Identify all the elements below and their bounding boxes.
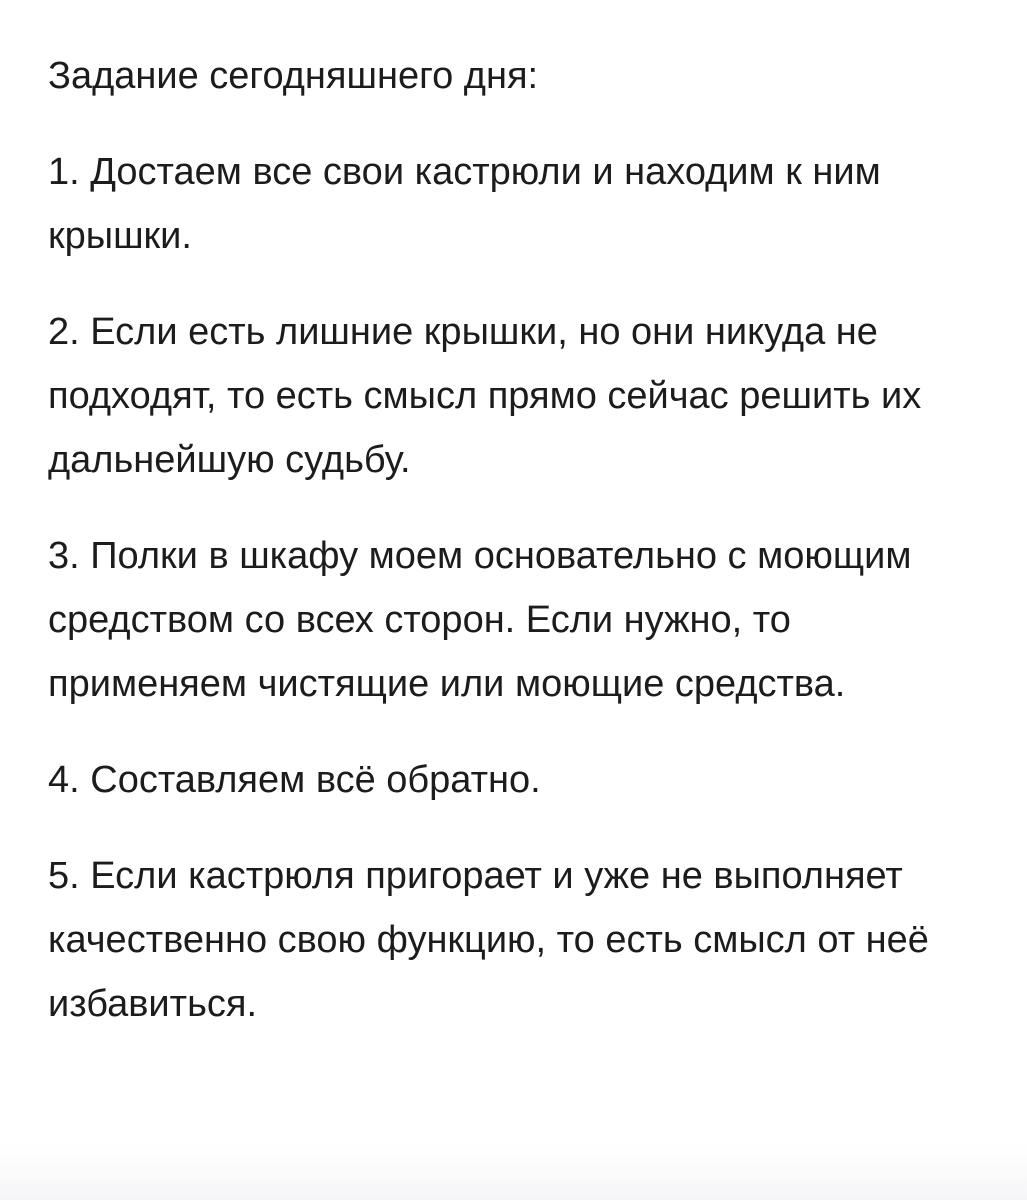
bottom-fade <box>0 1140 1027 1200</box>
task-item-4: 4. Составляем всё обратно. <box>48 759 541 801</box>
task-item-1: 1. Достаем все свои кастрюли и находим к ним крышки. <box>48 151 881 257</box>
task-document <box>48 44 998 1068</box>
task-heading: Задание сегодняшнего дня: <box>48 55 539 97</box>
task-item-2: 2. Если есть лишние крышки, но они никуда не подходят, то есть смысл прямо сейчас решить их дальнейшую судьбу. <box>48 311 922 481</box>
task-item-3: 3. Полки в шкафу моем основательно с моющим средством со всех сторон. Если нужно, то применяем чистящие или моющие средства. <box>48 535 912 705</box>
task-item-5: 5. Если кастрюля пригорает и уже не выполняет качественно свою функцию, то есть смысл от неё избавиться. <box>48 855 929 1025</box>
